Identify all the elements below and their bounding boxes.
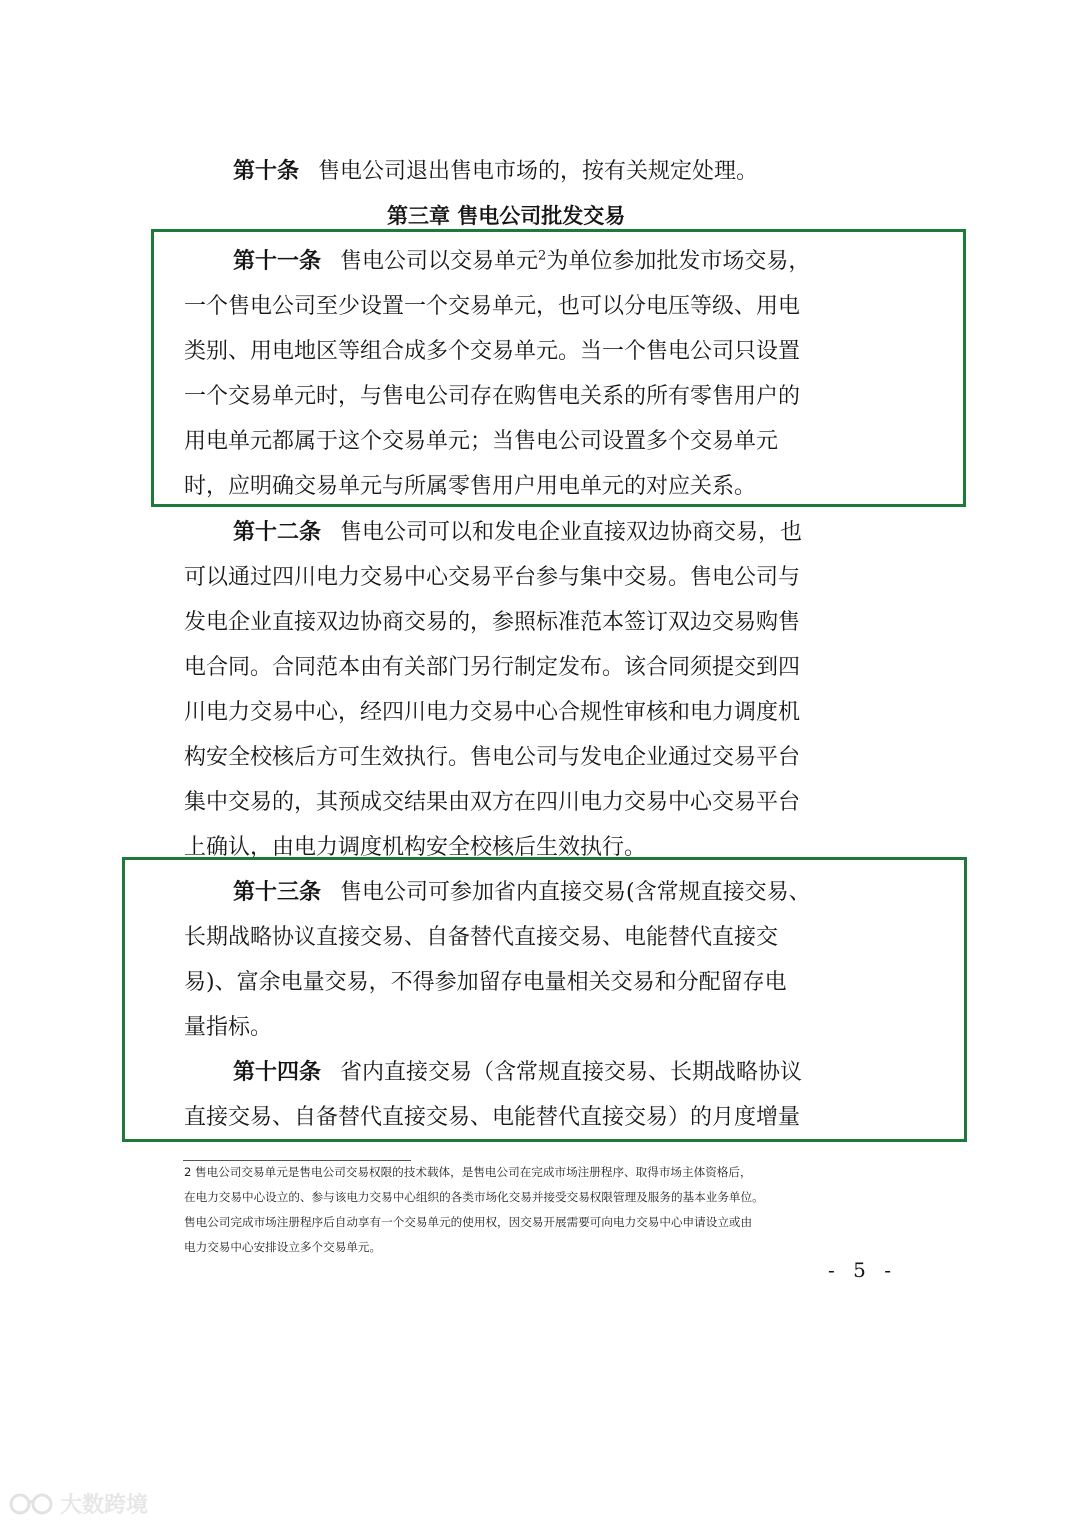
- article-12-line-1: [233, 515, 802, 546]
- article-13-line-2: 长期战略协议直接交易、自备替代直接交易、电能替代直接交: [184, 925, 779, 950]
- article-14-line-1: [233, 1055, 802, 1086]
- article-11-text-b: 为单位参加批发市场交易，: [546, 249, 811, 274]
- article-11-line-5: 用电单元都属于这个交易单元；当售电公司设置多个交易单元: [184, 429, 779, 454]
- article-13-line-4: 量指标。: [184, 1015, 273, 1040]
- article-12-line-2: 可以通过四川电力交易中心交易平台参与集中交易。售电公司与: [184, 565, 801, 590]
- footnote-line-1: 2 售电公司交易单元是售电公司交易权限的技术载体，是售电公司在完成市场注册程序、取得市场主体资格后，: [184, 1165, 752, 1179]
- article-11-line-2: 一个售电公司至少设置一个交易单元，也可以分电压等级、用电: [184, 294, 801, 319]
- article-11-line-6: 时，应明确交易单元与所属零售用户用电单元的对应关系。: [184, 474, 757, 499]
- article-13-line-1: [233, 875, 811, 906]
- footnote-rule: [183, 1160, 411, 1161]
- article-12-line-6: 构安全校核后方可生效执行。售电公司与发电企业通过交易平台: [184, 745, 801, 770]
- article-11-line-4: 一个交易单元时，与售电公司存在购售电关系的所有零售用户的: [184, 384, 801, 409]
- article-13-text: 售电公司可参加省内直接交易(含常规直接交易、: [340, 880, 811, 905]
- footnote-ref: 2: [538, 248, 547, 264]
- page-number: - 5 -: [828, 1258, 897, 1282]
- footnote-line-3: 售电公司完成市场注册程序后自动享有一个交易单元的使用权，因交易开展需要可向电力交易中心申请设立或由: [184, 1215, 753, 1229]
- article-12-label: 第十二条: [233, 519, 322, 545]
- article-11-label: 第十一条: [233, 248, 322, 274]
- article-12-line-3: 发电企业直接双边协商交易的，参照标准范本签订双边交易购售: [184, 610, 801, 635]
- watermark: [8, 1488, 148, 1519]
- article-11-line-1: [233, 244, 810, 275]
- footnote-line-2: 在电力交易中心设立的、参与该电力交易中心组织的各类市场化交易并接受交易权限管理及服务的基本业务单位。: [184, 1190, 764, 1204]
- article-14-text: 省内直接交易（含常规直接交易、长期战略协议: [340, 1060, 803, 1085]
- logo-glasses-icon: [8, 1491, 54, 1517]
- article-14-label: 第十四条: [233, 1059, 322, 1085]
- article-10-text: 售电公司退出售电市场的，按有关规定处理。: [318, 159, 759, 184]
- article-14-line-2: 直接交易、自备替代直接交易、电能替代直接交易）的月度增量: [184, 1105, 801, 1130]
- article-12-line-4: 电合同。合同范本由有关部门另行制定发布。该合同须提交到四: [184, 655, 801, 680]
- article-12-line-5: 川电力交易中心，经四川电力交易中心合规性审核和电力调度机: [184, 700, 801, 725]
- article-12-line-7: 集中交易的，其预成交结果由双方在四川电力交易中心交易平台: [184, 790, 801, 815]
- article-10-label: 第十条: [233, 158, 300, 184]
- watermark-text: 大数跨境: [60, 1493, 149, 1518]
- article-12-text: 售电公司可以和发电企业直接双边协商交易，也: [340, 520, 803, 545]
- article-11-line-3: 类别、用电地区等组合成多个交易单元。当一个售电公司只设置: [184, 339, 801, 364]
- chapter-heading: 第三章 售电公司批发交易: [387, 204, 626, 228]
- footnote-line-4: 电力交易中心安排设立多个交易单元。: [184, 1240, 382, 1254]
- article-13-line-3: 易)、富余电量交易，不得参加留存电量相关交易和分配留存电: [184, 970, 787, 995]
- article-11-text-a: 售电公司以交易单元: [340, 249, 539, 274]
- article-13-label: 第十三条: [233, 879, 322, 905]
- article-10: [233, 154, 758, 185]
- article-12-line-8: 上确认，由电力调度机构安全校核后生效执行。: [184, 835, 647, 860]
